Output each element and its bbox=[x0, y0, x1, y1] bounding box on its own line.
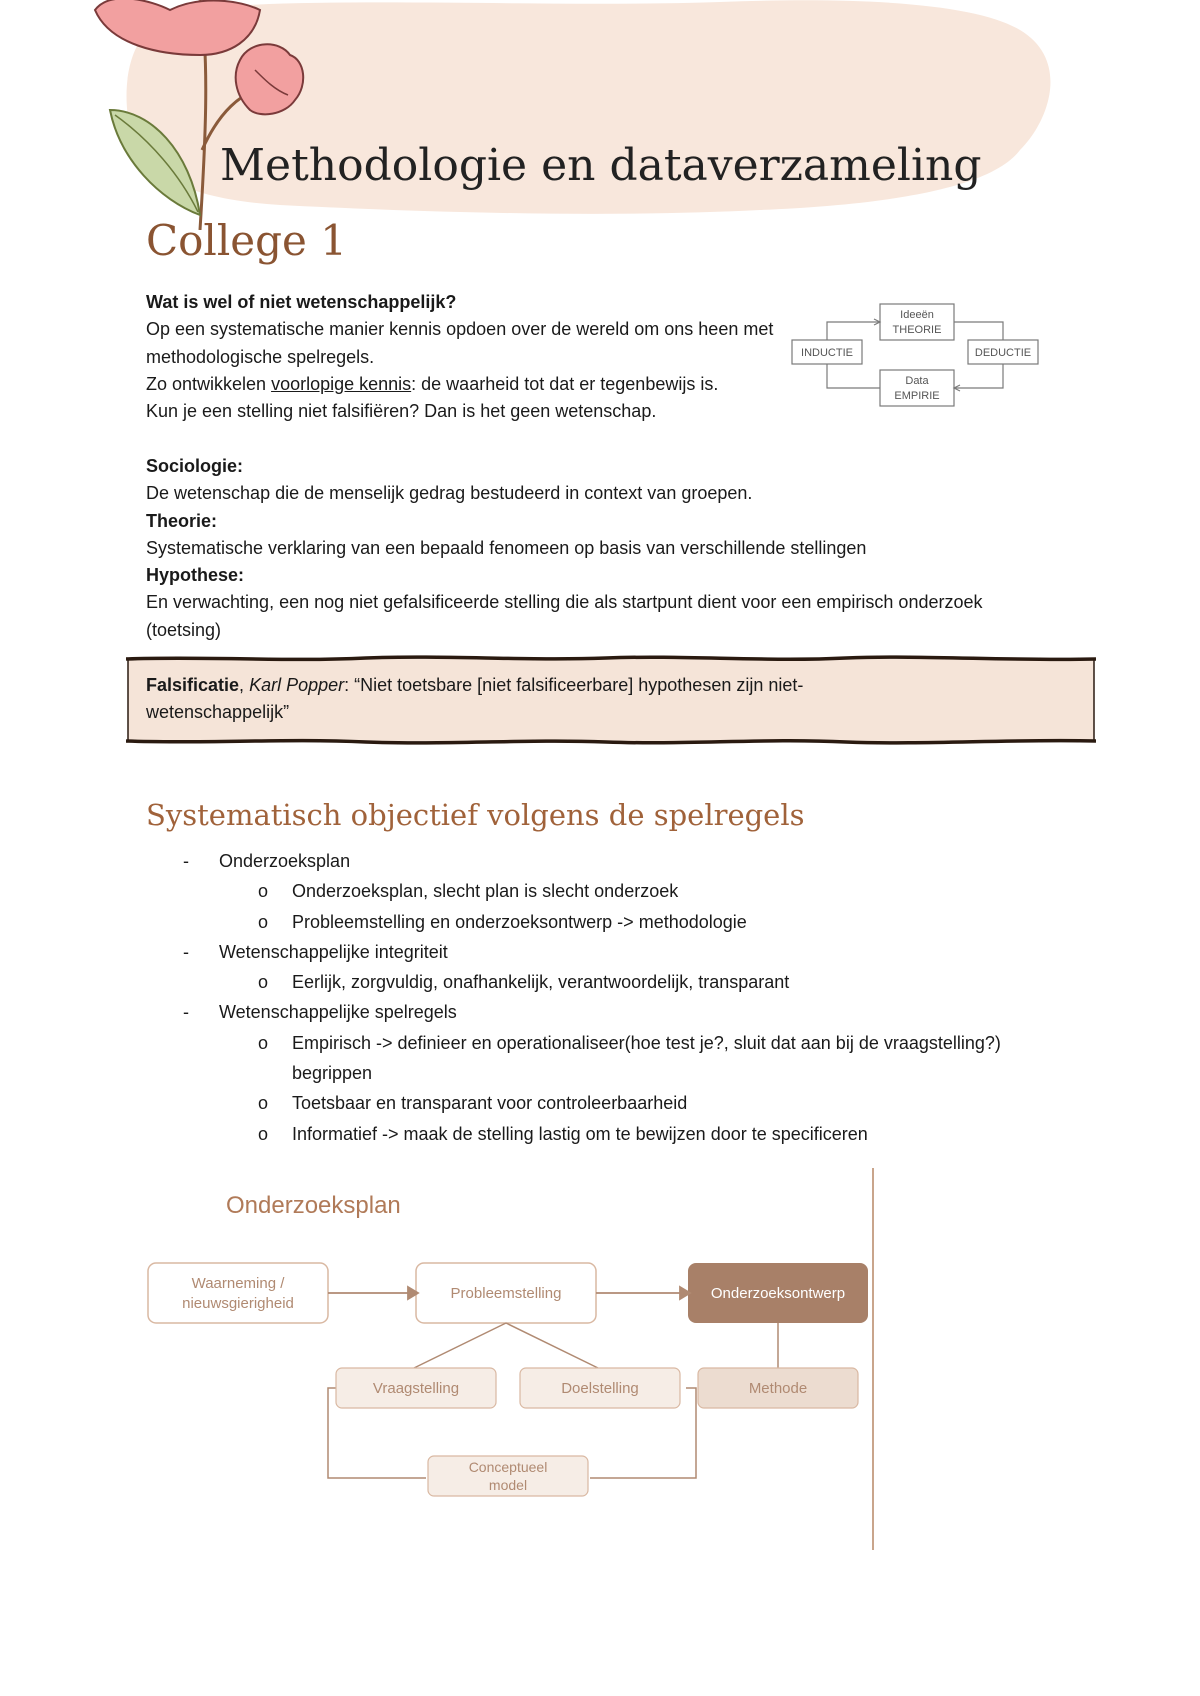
list-item: - Wetenschappelijke spelregels bbox=[146, 997, 1046, 1027]
callout-separator: , bbox=[239, 675, 250, 695]
falsificatie-callout-text bbox=[146, 672, 906, 727]
sub-list-item bbox=[146, 1088, 1046, 1118]
diagram-title: Onderzoeksplan bbox=[226, 1192, 401, 1219]
waarneming-label-1: Waarneming / bbox=[191, 1275, 285, 1292]
sub-item-text: Informatief -> maak de stelling lastig om te bewijzen door te specificeren bbox=[292, 1123, 868, 1144]
bullet: o bbox=[258, 1032, 269, 1053]
question-heading: Wat is wel of niet wetenschappelijk? bbox=[146, 292, 457, 312]
doelstelling-label: Doelstelling bbox=[561, 1380, 639, 1397]
sub-list-item bbox=[146, 876, 1046, 906]
empirie-label-1: Data bbox=[905, 375, 929, 387]
voorlopige-kennis-term: voorlopige kennis bbox=[271, 373, 412, 394]
falsificatie-term: Falsificatie bbox=[146, 675, 240, 695]
deductie-label: DEDUCTIE bbox=[974, 347, 1032, 359]
sub-item-text: Probleemstelling en onderzoeksontwerp -> methodologie bbox=[292, 911, 747, 932]
intro-text-block bbox=[146, 289, 786, 425]
list-item: - Wetenschappelijke integriteit bbox=[146, 937, 1046, 967]
theorie-label-2: THEORIE bbox=[892, 324, 942, 336]
text-span: : de waarheid tot dat er tegenbewijs is. bbox=[411, 373, 719, 394]
question-line-2 bbox=[146, 371, 786, 398]
section-heading-college: College 1 bbox=[146, 216, 347, 265]
sociologie-text: De wetenschap die de menselijk gedrag bestudeerd in context van groepen. bbox=[146, 483, 753, 504]
flower-illustration bbox=[90, 0, 340, 230]
list-item: - Onderzoeksplan bbox=[146, 846, 1046, 876]
conceptueel-label-1: Conceptueel bbox=[468, 1459, 548, 1475]
question-line-1: Op een systematische manier kennis opdoen over de wereld om ons heen met methodologische spelregels. bbox=[146, 319, 774, 367]
onderzoeksplan-diagram bbox=[146, 1168, 876, 1550]
sub-list-item bbox=[146, 1028, 1046, 1089]
bullet: o bbox=[258, 1123, 269, 1144]
definitions-block bbox=[146, 453, 1026, 644]
callout-author: Karl Popper bbox=[249, 675, 345, 695]
methode-label: Methode bbox=[748, 1380, 808, 1397]
spelregels-list bbox=[146, 846, 1046, 1149]
sub-item-text: Empirisch -> definieer en operationaliseer(hoe test je?, sluit dat aan bij de vraagstelling?) begrippen bbox=[292, 1032, 1001, 1084]
sub-item-text: Onderzoeksplan, slecht plan is slecht onderzoek bbox=[292, 881, 679, 902]
onderzoeksontwerp-label: Onderzoeksontwerp bbox=[710, 1285, 846, 1302]
waarneming-box bbox=[148, 1263, 328, 1323]
hypothese-heading: Hypothese: bbox=[146, 565, 245, 586]
text-span: Zo ontwikkelen bbox=[146, 373, 272, 394]
sub-item-text: Toetsbaar en transparant voor controleerbaarheid bbox=[292, 1093, 688, 1114]
hypothese-text: En verwachting, een nog niet gefalsificeerde stelling die als startpunt dient voor een empirisch onderzoek (toetsing) bbox=[146, 592, 983, 640]
question-line-3: Kun je een stelling niet falsifiëren? Dan is het geen wetenschap. bbox=[146, 401, 657, 422]
sub-item-text: Eerlijk, zorgvuldig, onafhankelijk, verantwoordelijk, transparant bbox=[292, 972, 790, 993]
theorie-label-1: Ideeën bbox=[900, 309, 934, 321]
conceptueel-label-2: model bbox=[488, 1477, 528, 1493]
theorie-heading: Theorie: bbox=[146, 510, 218, 531]
sub-list-item bbox=[146, 907, 1046, 937]
empirie-label-2: EMPIRIE bbox=[894, 390, 940, 402]
bullet: o bbox=[258, 972, 269, 993]
section-heading-spelregels: Systematisch objectief volgens de spelregels bbox=[146, 798, 805, 832]
bullet: o bbox=[258, 911, 269, 932]
sociologie-heading: Sociologie: bbox=[146, 456, 244, 476]
bullet: o bbox=[258, 881, 269, 902]
document-title: Methodologie en dataverzameling bbox=[220, 140, 982, 191]
vraagstelling-label: Vraagstelling bbox=[372, 1380, 460, 1397]
theory-empirie-cycle-diagram bbox=[790, 300, 1040, 410]
waarneming-label-2: nieuwsgierigheid bbox=[182, 1295, 294, 1312]
theorie-text: Systematische verklaring van een bepaald fenomeen op basis van verschillende stellingen bbox=[146, 537, 867, 558]
bullet: o bbox=[258, 1093, 269, 1114]
probleemstelling-label: Probleemstelling bbox=[450, 1285, 562, 1302]
inductie-label: INDUCTIE bbox=[801, 347, 853, 359]
sub-list-item bbox=[146, 967, 1046, 997]
callout-quote: : “Niet toetsbare [niet falsificeerbare] hypothesen zijn niet-wetenschappelijk” bbox=[146, 675, 804, 723]
sub-list-item bbox=[146, 1119, 1046, 1149]
